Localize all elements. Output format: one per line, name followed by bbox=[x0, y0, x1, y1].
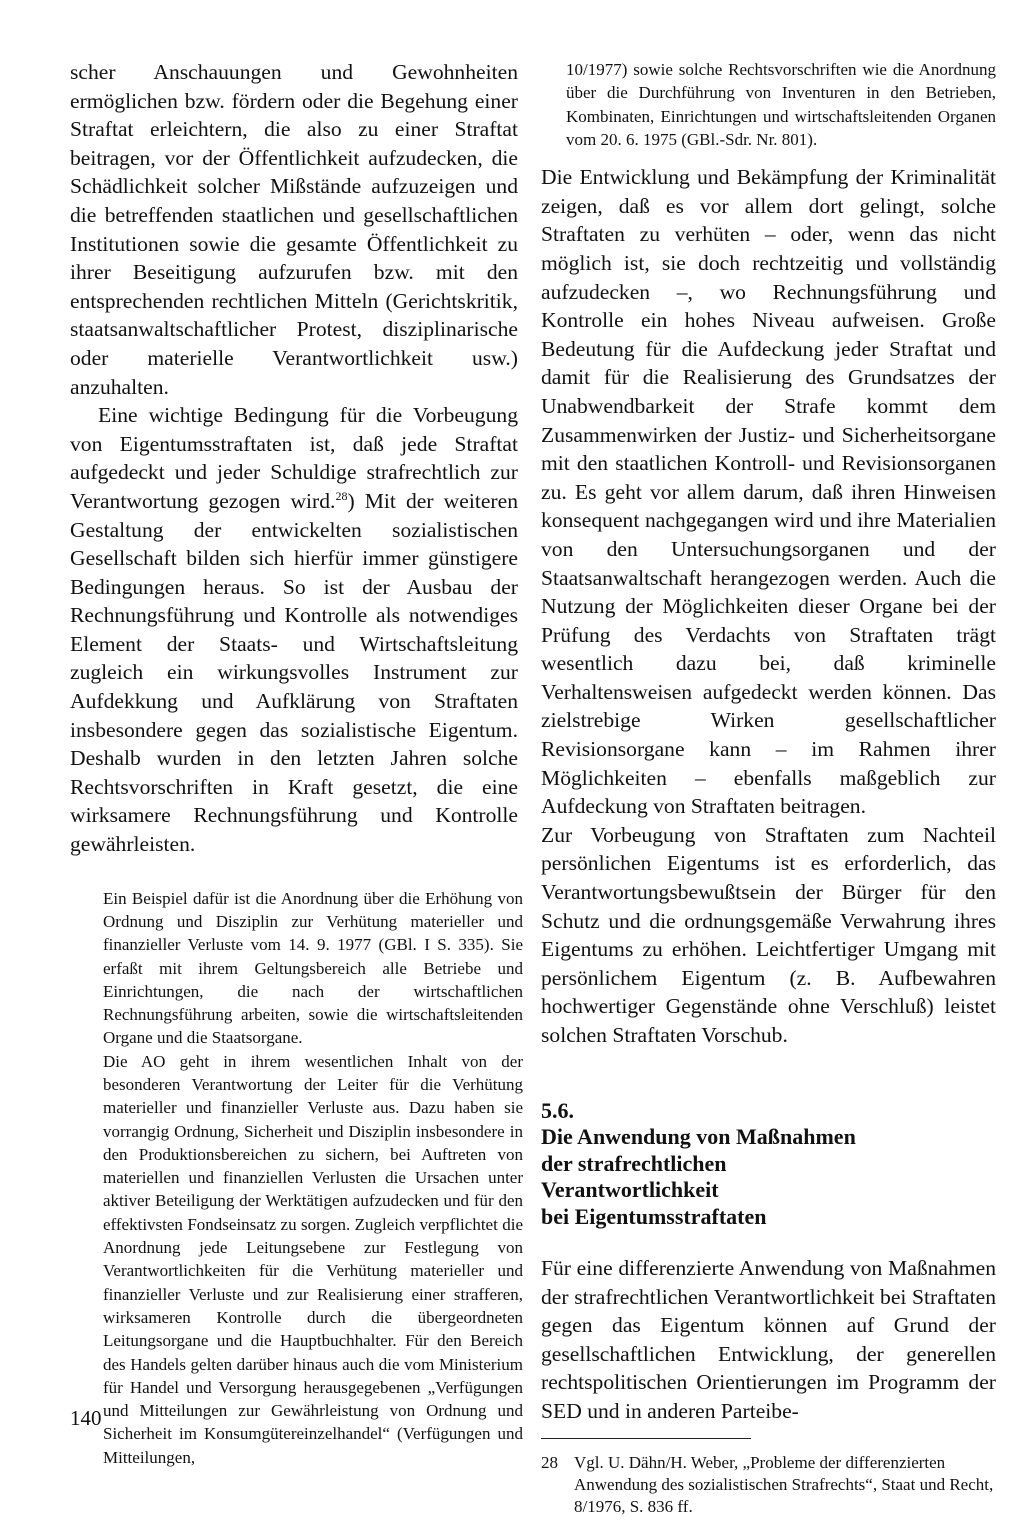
section-title-line: der strafrechtlichen bbox=[541, 1150, 727, 1176]
paragraph-text: Eine wichtige Bedingung für die Vorbeugung von Eigentumsstraftaten ist, daß jede Straftat aufgedeckt und jeder Schuldige strafrechtlich zur Verantwortung gezogen wird. bbox=[70, 403, 518, 513]
footnote-text: Vgl. U. Dähn/H. Weber, „Probleme der differenzierten Anwendung des sozialistischen Strafrechts“, Staat und Recht, 8/1976, S. 836 ff. bbox=[574, 1452, 994, 1516]
small-paragraph: 10/1977) sowie solche Rechtsvorschriften wie die Anordnung über die Durchführung von Inventuren in den Betrieben, Kombinaten, Einrichtungen und wirtschaftsleitenden Organen vom 20. 6. 1975 (GBl.-Sdr. Nr. 801). bbox=[566, 60, 996, 149]
section-title-line: Die Anwendung von Maßnahmen bbox=[541, 1124, 856, 1150]
section-heading bbox=[541, 1098, 996, 1231]
small-print-continuation bbox=[541, 58, 996, 151]
footnote bbox=[541, 1438, 996, 1518]
left-column bbox=[70, 58, 523, 1469]
paragraph-text: ) Mit der weiteren Gestaltung der entwickelten sozialistischen Gesellschaft bilden sich hierfür immer günstigere Bedingungen heraus. So ist der Ausbau der Rechnungsführung und Kontrolle als notwendiges Element der Staats- und Wirtschaftsleitung zugleich ein wirkungsvolles Instrument zur Aufdekkung und Aufklärung von Straftaten insbesondere gegen das sozialistische Eigentum. Deshalb wurden in den letzten Jahren solche Rechtsvorschriften in Kraft gesetzt, die eine wirksamere Rechnungsführung und Kontrolle gewährleisten. bbox=[70, 488, 519, 857]
right-column bbox=[541, 58, 996, 1518]
paragraph: Für eine differenzierte Anwendung von Maßnahmen der strafrechtlichen Verantwortlichkeit bei Straftaten gegen das Eigentum können auf Grund der gesellschaftlichen Entwicklung, der generellen rechtspolitischen Orientierungen im Programm der SED und in anderen Parteibe- bbox=[541, 1256, 996, 1424]
paragraph: Zur Vorbeugung von Straftaten zum Nachteil persönlichen Eigentums ist es erforderlich, das Verantwortungsbewußtsein der Bürger für den Schutz und die ordnungsgemäße Verwahrung ihres Eigentums zu erhöhen. Leichtfertiger Umgang mit persönlichem Eigentum (z. B. Aufbewahren hochwertiger Gegenstände ohne Verschluß) leistet solchen Straftaten Vorschub. bbox=[541, 822, 996, 1047]
small-paragraph: Ein Beispiel dafür ist die Anordnung über die Erhöhung von Ordnung und Disziplin zur Verhütung materieller und finanzieller Verluste vom 14. 9. 1977 (GBl. I S. 335). Sie erfaßt mit ihrem Geltungsbereich alle Betriebe und Einrichtungen, die nach der wirtschaftlichen Rechnungsführung arbeiten, sowie die wirtschaftsleitenden Organe und die Staatsorgane. bbox=[103, 888, 523, 1048]
small-print-block bbox=[70, 887, 523, 1469]
paragraph: scher Anschauungen und Gewohnheiten ermöglichen bzw. fördern oder die Begehung einer Straftat erleichtern, die also zu einer Straftat beitragen, vor der Öffentlichkeit aufzudecken, die Schädlichkeit solcher Mißstände aufzuzeigen und die betreffenden staatlichen und gesellschaftlichen Institutionen sowie die gesamte Öffentlichkeit zu ihrer Beseitigung aufzurufen bzw. mit den entsprechenden rechtlichen Mitteln (Gerichtskritik, staatsanwaltschaftlicher Protest, disziplinarische oder materielle Verantwortlichkeit usw.) anzuhalten. bbox=[70, 60, 518, 399]
section-body bbox=[541, 1254, 996, 1426]
paragraph: Die Entwicklung und Bekämpfung der Kriminalität zeigen, daß es vor allem dort gelingt, solche Straftaten zu verhüten – oder, wenn das nicht möglich ist, sie doch rechtzeitig und vollständig aufzudecken –, wo Rechnungsführung und Kontrolle ein hohes Niveau aufweisen. Große Bedeutung für die Aufdeckung jeder Straftat und damit für die Realisierung des Grundsatzes der Unabwendbarkeit der Strafe kommt dem Zusammenwirken der Justiz- und Sicherheitsorgane mit den staatlichen Kontroll- und Revisionsorganen zu. Es geht vor allem darum, daß ihren Hinweisen konsequent nachgegangen wird und ihre Materialien von den Untersuchungsorganen und der Staatsanwaltschaft herangezogen werden. Auch die Nutzung der Möglichkeiten dieser Organe bei der Prüfung des Verdachts von Straftaten trägt wesentlich dazu bei, daß kriminelle Verhaltensweisen aufgedeckt werden können. Das zielstrebige Wirken gesellschaftlicher Revisionsorgane kann – im Rahmen ihrer Möglichkeiten – ebenfalls maßgeblich zur Aufdeckung von Straftaten beitragen. bbox=[541, 165, 996, 819]
paragraph bbox=[70, 401, 518, 859]
small-paragraph: Die AO geht in ihrem wesentlichen Inhalt von der besonderen Verantwortung der Leiter für die Verhütung materieller und finanzieller Verluste aus. Dazu haben sie vorrangig Ordnung, Sicherheit und Disziplin insbesondere in den Produktionsbereichen zu sichern, bei Auftreten von materiellen und finanziellen Verlusten die Ursachen unter aktiver Beteiligung der Werktätigen aufzudecken und für den effektivsten Fondseinsatz zu sorgen. Zugleich verpflichtet die Anordnung jede Leitungsebene zur Festlegung von Verantwortlichkeiten für die Verhütung materieller und finanzieller Verluste und zur Realisierung einer strafferen, wirksameren Kontrolle durch die übergeordneten Leitungsorgane und die Hauptbuchhalter. Für den Bereich des Handels gelten darüber hinaus auch die vom Ministerium für Handel und Versorgung herausgegebenen „Verfügungen und Mitteilungen zur Gewährleistung von Ordnung und Sicherheit im Konsumgütereinzelhandel“ (Verfügungen und Mitteilungen, bbox=[103, 1051, 523, 1467]
section-title-line: bei Eigentumsstraftaten bbox=[541, 1203, 767, 1229]
right-main-text bbox=[541, 163, 996, 1049]
footnote-reference: 28 bbox=[335, 488, 348, 503]
section-number: 5.6. bbox=[541, 1097, 574, 1123]
left-main-text bbox=[70, 58, 518, 859]
section-title-line: Verantwortlichkeit bbox=[541, 1177, 719, 1203]
footnote-number: 28 bbox=[541, 1452, 558, 1472]
page-number: 140 bbox=[70, 1406, 102, 1430]
